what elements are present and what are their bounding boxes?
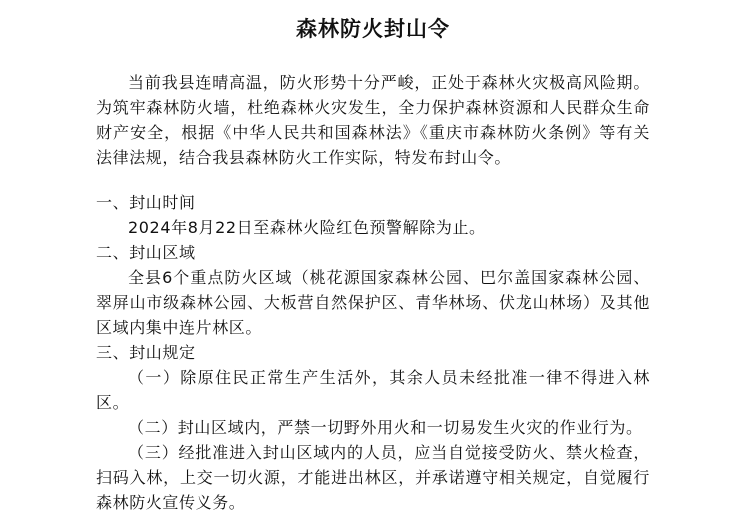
section-time [96,190,650,240]
section-area [96,240,650,340]
section-heading: 二、封山区域 [96,243,196,262]
document-title: 森林防火封山令 [296,17,450,41]
section-rules [96,340,650,515]
section-heading: 三、封山规定 [96,343,196,362]
section-paragraph: 2024年8月22日至森林火险红色预警解除为止。 [128,218,486,237]
rule-item: （三）经批准进入封山区域内的人员，应当自觉接受防火、禁火检查，扫码入林，上交一切火源，才能进出林区，并承诺遵守相关规定，自觉履行森林防火宣传义务。 [96,443,650,512]
section-paragraph: 全县6个重点防火区域（桃花源国家森林公园、巴尔盖国家森林公园、翠屏山市级森林公园、大板营自然保护区、青华林场、伏龙山林场）及其他区域内集中连片林区。 [96,268,650,337]
rule-item: （一）除原住民正常生产生活外，其余人员未经批准一律不得进入林区。 [96,368,650,412]
section-heading: 一、封山时间 [96,193,196,212]
rule-item: （二）封山区域内，严禁一切野外用火和一切易发生火灾的作业行为。 [128,418,643,437]
intro-paragraph: 当前我县连晴高温，防火形势十分严峻，正处于森林火灾极高风险期。为筑牢森林防火墙，杜绝森林火灾发生，全力保护森林资源和人民群众生命财产安全，根据《中华人民共和国森林法》《重庆市森林防火条例》等有关法律法规，结合我县森林防火工作实际，特发布封山令。 [96,73,650,167]
